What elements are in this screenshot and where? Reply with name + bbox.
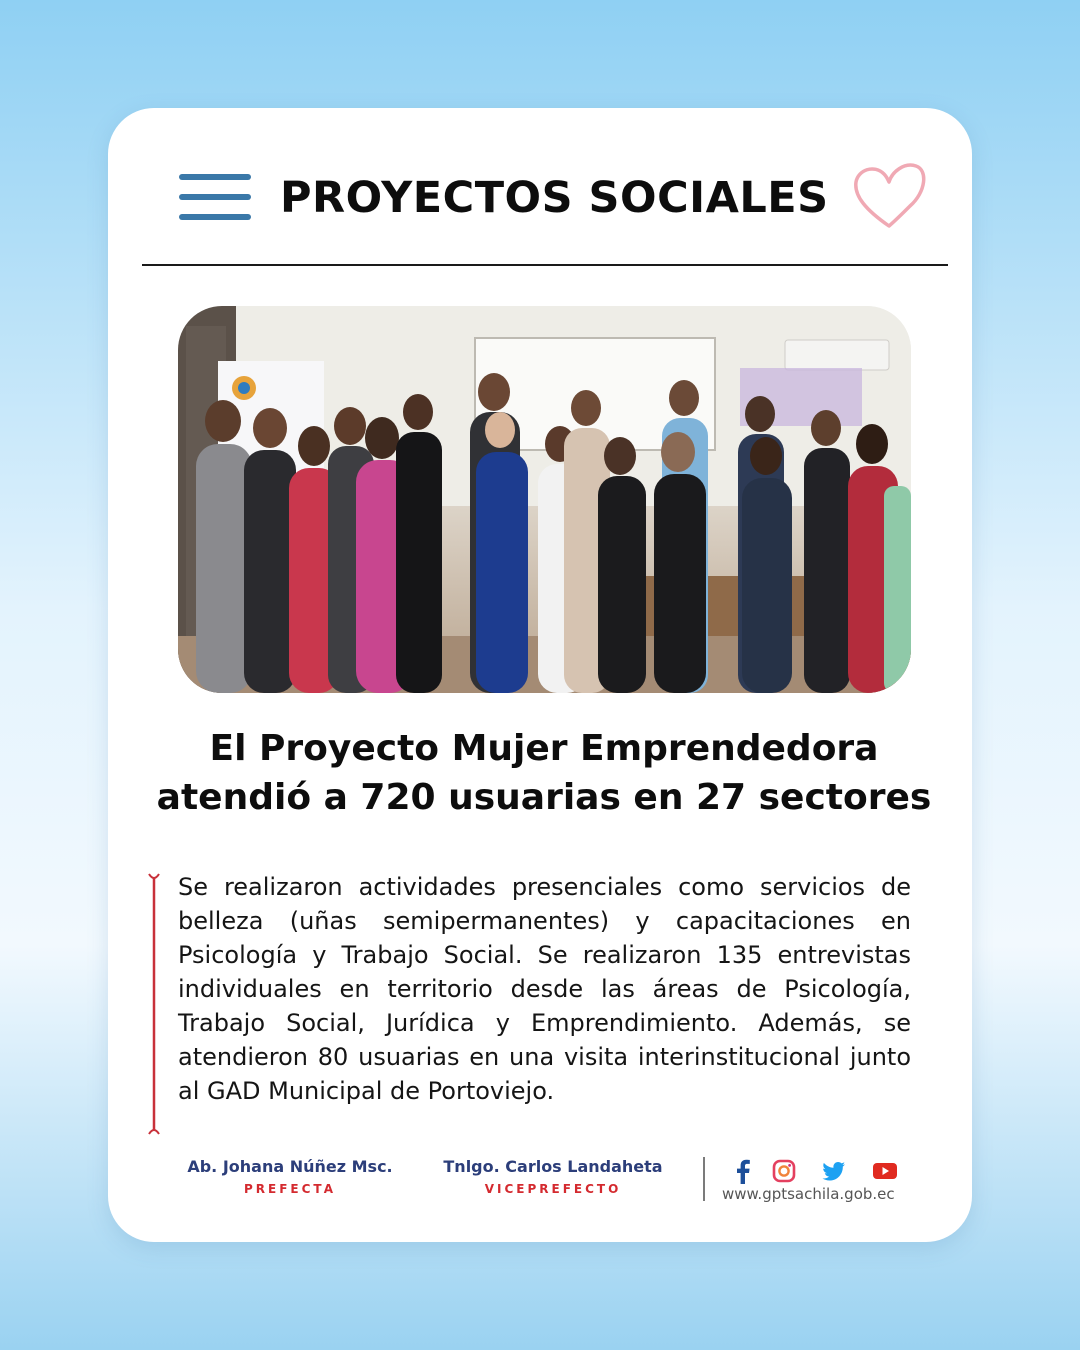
signatory-name: Tnlgo. Carlos Landaheta xyxy=(443,1157,663,1176)
menu-icon xyxy=(179,172,251,224)
post-card xyxy=(108,108,972,1242)
twitter-icon[interactable] xyxy=(821,1158,847,1184)
header-divider xyxy=(142,264,948,266)
group-photo xyxy=(178,306,911,693)
instagram-icon[interactable] xyxy=(771,1158,797,1184)
signatory-role: PREFECTA xyxy=(244,1182,336,1196)
signatory-role: VICEPREFECTO xyxy=(484,1182,622,1196)
page-title: PROYECTOS SOCIALES xyxy=(280,173,829,223)
heart-icon xyxy=(852,162,926,232)
footer-divider xyxy=(703,1157,705,1201)
quote-accent-bar xyxy=(147,872,161,1136)
website-link[interactable]: www.gptsachila.gob.ec xyxy=(722,1185,895,1203)
youtube-icon[interactable] xyxy=(872,1158,898,1184)
article-body: Se realizaron actividades presenciales como servicios de belleza (uñas semipermanentes) y capacitaciones en Psicología y Trabajo Social. Se realizaron 135 entrevistas individuales en territorio desde las áreas de Psicología, Trabajo Social, Jurídica y Emprendimiento. Además, se atendieron 80 usuarias en una visita interinstitucional junto al GAD Municipal de Portoviejo. xyxy=(178,873,911,1105)
signature-viceprefecto xyxy=(430,1156,676,1198)
headline: El Proyecto Mujer Emprendedora atendió a 720 usuarias en 27 sectores xyxy=(156,728,932,818)
signatory-name: Ab. Johana Núñez Msc. xyxy=(187,1157,393,1176)
facebook-icon[interactable] xyxy=(730,1158,756,1184)
signature-prefecta xyxy=(162,1156,418,1198)
